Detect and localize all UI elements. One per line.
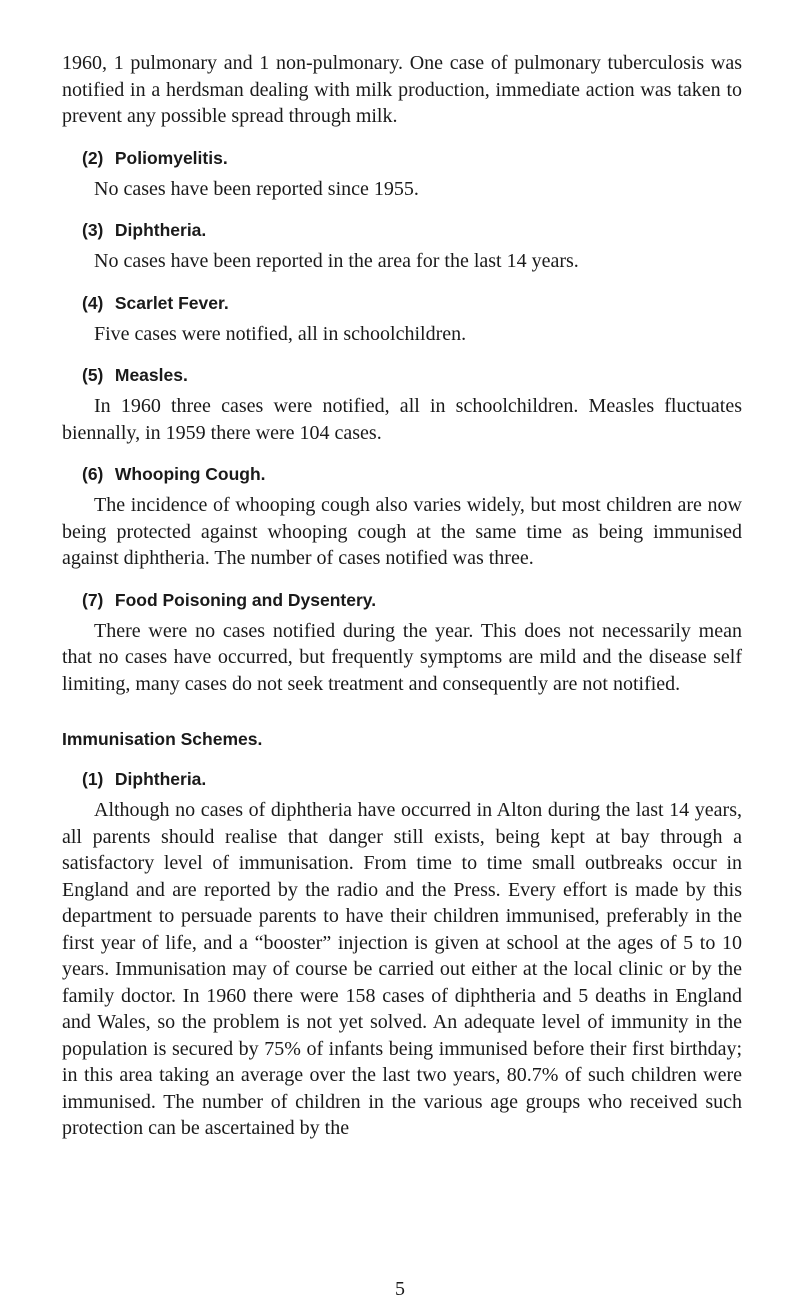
section-heading-scarlet-fever xyxy=(82,291,742,315)
section-title: Poliomyelitis. xyxy=(114,147,228,168)
section-number: (2) xyxy=(82,147,104,168)
section-body-measles: In 1960 three cases were notified, all in schoolchildren. Measles fluctuates biennally, in 1959 there were 104 cases. xyxy=(62,395,742,444)
section-title: Whooping Cough. xyxy=(114,464,266,484)
section-title: Diphtheria. xyxy=(114,220,207,240)
section-title: Measles. xyxy=(114,365,188,385)
section-body-poliomyelitis: No cases have been reported since 1955. xyxy=(94,177,419,200)
section-number: (7) xyxy=(82,589,104,610)
section-number: (6) xyxy=(82,464,104,484)
section-heading-measles xyxy=(82,363,742,387)
section-title: Scarlet Fever. xyxy=(114,292,229,313)
document-page xyxy=(62,50,742,1142)
section-heading-diphtheria xyxy=(82,218,742,242)
section-number: (1) xyxy=(82,769,104,789)
section-heading-whooping-cough xyxy=(82,462,742,486)
immunisation-subheading-diphtheria xyxy=(82,767,742,791)
section-body-whooping-cough: The incidence of whooping cough also varies widely, but most children are now being protected against whooping cough at the same time as being immunised against diphtheria. The number of cases notified was three. xyxy=(62,494,742,569)
page-number: 5 xyxy=(395,1278,405,1300)
section-heading-poliomyelitis xyxy=(82,146,742,170)
section-body-diphtheria: No cases have been reported in the area for the last 14 years. xyxy=(94,250,579,272)
section-title: Food Poisoning and Dysentery. xyxy=(114,589,377,610)
section-number: (4) xyxy=(82,292,104,313)
section-number: (5) xyxy=(82,365,104,385)
section-body-scarlet-fever: Five cases were notified, all in schoolchildren. xyxy=(94,322,467,345)
immunisation-body: Although no cases of diphtheria have occurred in Alton during the last 14 years, all parents should realise that danger still exists, being kept at bay through a satisfactory level of immunisation. From time to time small outbreaks occur in England and are reported by the radio and the Press. Every effort is made by this department to persuade parents to have their children immunised, preferably in the first year of life, and a “booster” injection is given at school at the ages of 5 to 10 years. Immunisation may of course be carried out either at the local clinic or by the family doctor. In 1960 there were 158 cases of diphtheria and 5 deaths in England and Wales, so the problem is not yet solved. An adequate level of immunity in the population is secured by 75% of infants being immunised before their first birthday; in this area taking an average over the last two years, 80.7% of such children were immunised. The number of children in the various age groups who received such protection can be ascertained by the xyxy=(62,799,742,1139)
section-number: (3) xyxy=(82,220,104,240)
section-body-food-poisoning: There were no cases notified during the year. This does not necessarily mean that no cases have occurred, but frequently symptoms are mild and the disease self limiting, many cases do not seek treatment and consequently are not notified. xyxy=(62,619,742,695)
immunisation-schemes-heading: Immunisation Schemes. xyxy=(62,729,263,749)
section-heading-food-poisoning xyxy=(82,588,742,612)
section-title: Diphtheria. xyxy=(114,769,207,789)
intro-paragraph: 1960, 1 pulmonary and 1 non-pulmonary. One case of pulmonary tuberculosis was notified in a herdsman dealing with milk production, immediate action was taken to prevent any possible spread through milk. xyxy=(62,52,742,127)
